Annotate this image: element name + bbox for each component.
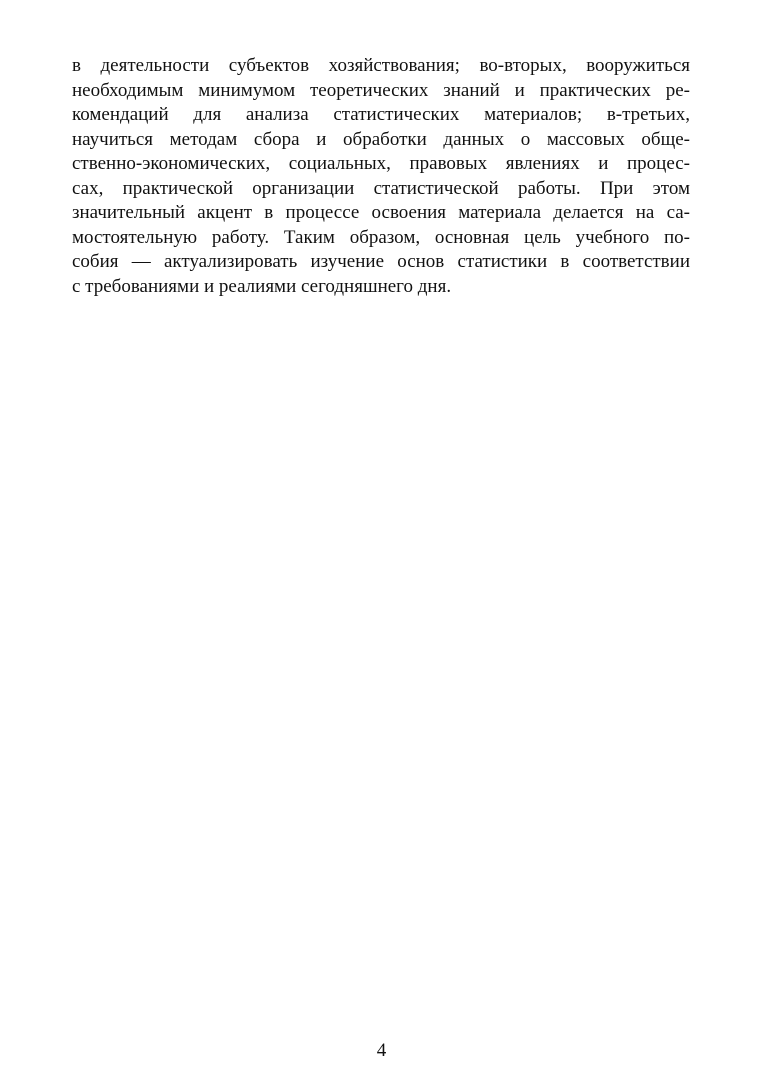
text-line: необходимым минимумом теоретических знаний и практических ре-: [72, 79, 690, 101]
text-line: научиться методам сбора и обработки данных о массовых обще-: [72, 128, 690, 150]
text-line: значительный акцент в процессе освоения материала делается на са-: [72, 202, 690, 223]
text-line: ственно-экономических, социальных, правовых явлениях и процес-: [72, 153, 690, 174]
text-line: мостоятельную работу. Таким образом, основная цель учебного по-: [72, 226, 690, 248]
page-number: 4: [376, 1040, 387, 1061]
text-line: в деятельности субъектов хозяйствования; во-вторых, вооружиться: [72, 55, 690, 76]
text-line: собия — актуализировать изучение основ статистики в соответствии: [72, 251, 690, 272]
body-paragraph: [72, 54, 690, 299]
text-line: сах, практической организации статистической работы. При этом: [72, 177, 690, 199]
text-line: с требованиями и реалиями сегодняшнего дня.: [72, 275, 452, 297]
text-line: комендаций для анализа статистических материалов; в-третьих,: [72, 104, 690, 125]
